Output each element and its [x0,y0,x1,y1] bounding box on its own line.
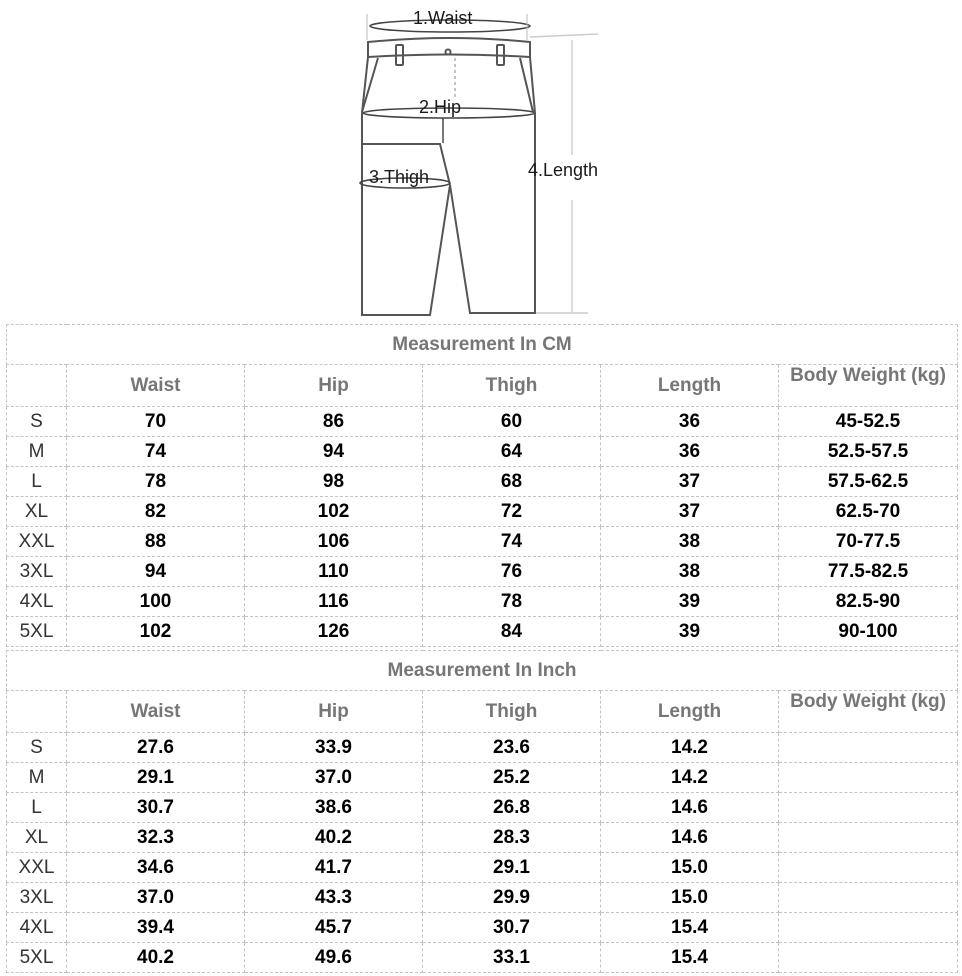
length-value: 15.4 [601,913,779,943]
pants-measurement-diagram [350,0,610,320]
size-label: M [7,763,67,793]
header-body-weight: Body Weight (kg) [779,365,958,407]
length-value: 39 [601,587,779,617]
waist-label: 1.Waist [413,8,473,28]
thigh-value: 29.9 [423,883,601,913]
weight-value: 57.5-62.5 [779,467,958,497]
table-row [7,557,958,587]
table-row [7,437,958,467]
length-value: 15.0 [601,853,779,883]
weight-value [779,823,958,853]
size-label: XXL [7,527,67,557]
table-row [7,617,958,647]
table-row [7,883,958,913]
table-row [7,823,958,853]
header-hip: Hip [245,365,423,407]
header-waist: Waist [67,691,245,733]
thigh-label: 3.Thigh [369,167,430,187]
thigh-value: 26.8 [423,793,601,823]
length-label: 4.Length [528,160,599,180]
hip-value: 126 [245,617,423,647]
length-value: 14.2 [601,763,779,793]
length-value: 15.4 [601,943,779,973]
waist-value: 29.1 [67,763,245,793]
size-label: L [7,793,67,823]
size-label: 3XL [7,883,67,913]
hip-value: 43.3 [245,883,423,913]
table-title-row [7,651,958,691]
hip-value: 40.2 [245,823,423,853]
size-label: 4XL [7,913,67,943]
weight-value [779,853,958,883]
hip-label: 2.Hip [419,97,462,117]
size-label: 3XL [7,557,67,587]
size-label: XL [7,497,67,527]
hip-value: 110 [245,557,423,587]
thigh-value: 68 [423,467,601,497]
weight-value: 45-52.5 [779,407,958,437]
size-label: XXL [7,853,67,883]
weight-value: 52.5-57.5 [779,437,958,467]
length-value: 15.0 [601,883,779,913]
waist-value: 102 [67,617,245,647]
table-row [7,527,958,557]
length-value: 39 [601,617,779,647]
size-table-inch [6,650,958,973]
hip-value: 102 [245,497,423,527]
table-row [7,407,958,437]
table-title-row [7,325,958,365]
thigh-value: 78 [423,587,601,617]
hip-value: 45.7 [245,913,423,943]
waist-value: 30.7 [67,793,245,823]
thigh-value: 72 [423,497,601,527]
hip-value: 41.7 [245,853,423,883]
thigh-value: 29.1 [423,853,601,883]
waist-value: 40.2 [67,943,245,973]
waist-value: 82 [67,497,245,527]
thigh-value: 30.7 [423,913,601,943]
size-label: 4XL [7,587,67,617]
header-length: Length [601,691,779,733]
table-row [7,497,958,527]
weight-value: 62.5-70 [779,497,958,527]
hip-value: 98 [245,467,423,497]
weight-value: 70-77.5 [779,527,958,557]
thigh-value: 28.3 [423,823,601,853]
weight-value [779,943,958,973]
table-row [7,913,958,943]
waist-value: 100 [67,587,245,617]
length-value: 37 [601,467,779,497]
waist-value: 32.3 [67,823,245,853]
thigh-value: 25.2 [423,763,601,793]
waist-value: 78 [67,467,245,497]
header-hip: Hip [245,691,423,733]
table-row [7,587,958,617]
table-header-row [7,691,958,733]
length-value: 14.6 [601,823,779,853]
weight-value [779,763,958,793]
size-label: S [7,407,67,437]
weight-value: 90-100 [779,617,958,647]
length-value: 37 [601,497,779,527]
table-title: Measurement In CM [7,325,958,365]
size-label: 5XL [7,617,67,647]
weight-value [779,883,958,913]
waist-value: 37.0 [67,883,245,913]
hip-value: 106 [245,527,423,557]
header-size [7,365,67,407]
waist-value: 27.6 [67,733,245,763]
weight-value: 82.5-90 [779,587,958,617]
size-label: XL [7,823,67,853]
hip-value: 37.0 [245,763,423,793]
length-value: 14.6 [601,793,779,823]
table-row [7,733,958,763]
table-row [7,467,958,497]
length-value: 14.2 [601,733,779,763]
hip-value: 94 [245,437,423,467]
table-row [7,793,958,823]
length-value: 38 [601,527,779,557]
waist-value: 74 [67,437,245,467]
thigh-value: 76 [423,557,601,587]
waist-value: 39.4 [67,913,245,943]
length-value: 36 [601,407,779,437]
hip-value: 49.6 [245,943,423,973]
hip-value: 86 [245,407,423,437]
size-table-cm [6,324,958,647]
header-length: Length [601,365,779,407]
size-label: 5XL [7,943,67,973]
header-body-weight: Body Weight (kg) [779,691,958,733]
length-value: 38 [601,557,779,587]
thigh-value: 74 [423,527,601,557]
thigh-value: 84 [423,617,601,647]
waist-value: 34.6 [67,853,245,883]
thigh-value: 33.1 [423,943,601,973]
hip-value: 116 [245,587,423,617]
hip-value: 33.9 [245,733,423,763]
hip-value: 38.6 [245,793,423,823]
waist-value: 88 [67,527,245,557]
weight-value: 77.5-82.5 [779,557,958,587]
size-label: S [7,733,67,763]
length-value: 36 [601,437,779,467]
thigh-value: 60 [423,407,601,437]
waist-value: 94 [67,557,245,587]
table-row [7,943,958,973]
header-thigh: Thigh [423,365,601,407]
table-header-row [7,365,958,407]
header-waist: Waist [67,365,245,407]
thigh-value: 23.6 [423,733,601,763]
weight-value [779,793,958,823]
size-label: L [7,467,67,497]
thigh-value: 64 [423,437,601,467]
table-row [7,763,958,793]
header-thigh: Thigh [423,691,601,733]
header-size [7,691,67,733]
table-title: Measurement In Inch [7,651,958,691]
size-label: M [7,437,67,467]
waist-value: 70 [67,407,245,437]
weight-value [779,913,958,943]
table-row [7,853,958,883]
weight-value [779,733,958,763]
